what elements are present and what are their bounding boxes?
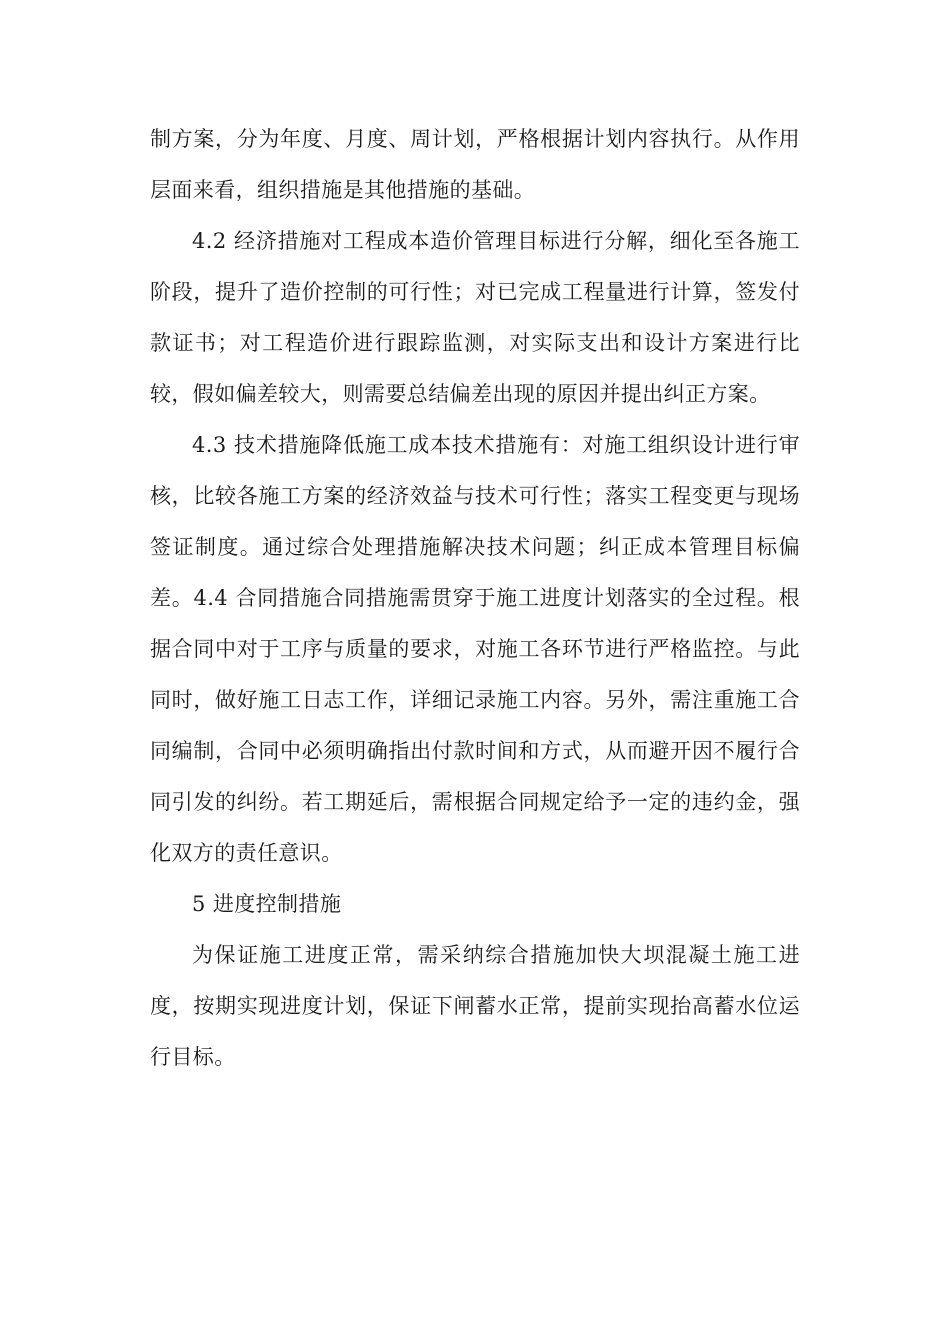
paragraph-economic-measures: 4.2 经济措施对工程成本造价管理目标进行分解，细化至各施工阶段，提升了造价控制的可行性；对已完成工程量进行计算，签发付款证书；对工程造价进行跟踪监测，对实际支出和设计方案进行比较，假如偏差较大，则需要总结偏差出现的原因并提出纠正方案。 xyxy=(150,229,800,406)
paragraph-progress-control: 为保证施工进度正常，需采纳综合措施加快大坝混凝土施工进度，按期实现进度计划，保证下闸蓄水正常，提前实现抬高蓄水位运行目标。 xyxy=(150,943,800,1069)
paragraph-organization-continued: 制方案，分为年度、月度、周计划，严格根据计划内容执行。从作用层面来看，组织措施是其他措施的基础。 xyxy=(150,127,800,202)
document-body xyxy=(150,114,800,1083)
section-heading-progress-control: 5 进度控制措施 xyxy=(192,892,342,916)
paragraph-technical-contract-measures: 4.3 技术措施降低施工成本技术措施有：对施工组织设计进行审核，比较各施工方案的经济效益与技术可行性；落实工程变更与现场签证制度。通过综合处理措施解决技术问题；纠正成本管理目标偏差。4.4 合同措施合同措施需贯穿于施工进度计划落实的全过程。根据合同中对于工序与质量的要求，对施工各环节进行严格监控。与此同时，做好施工日志工作，详细记录施工内容。另外，需注重施工合同编制，合同中必须明确指出付款时间和方式，从而避开因不履行合同引发的纠纷。若工期延后，需根据合同规定给予一定的违约金，强化双方的责任意识。 xyxy=(150,433,800,865)
